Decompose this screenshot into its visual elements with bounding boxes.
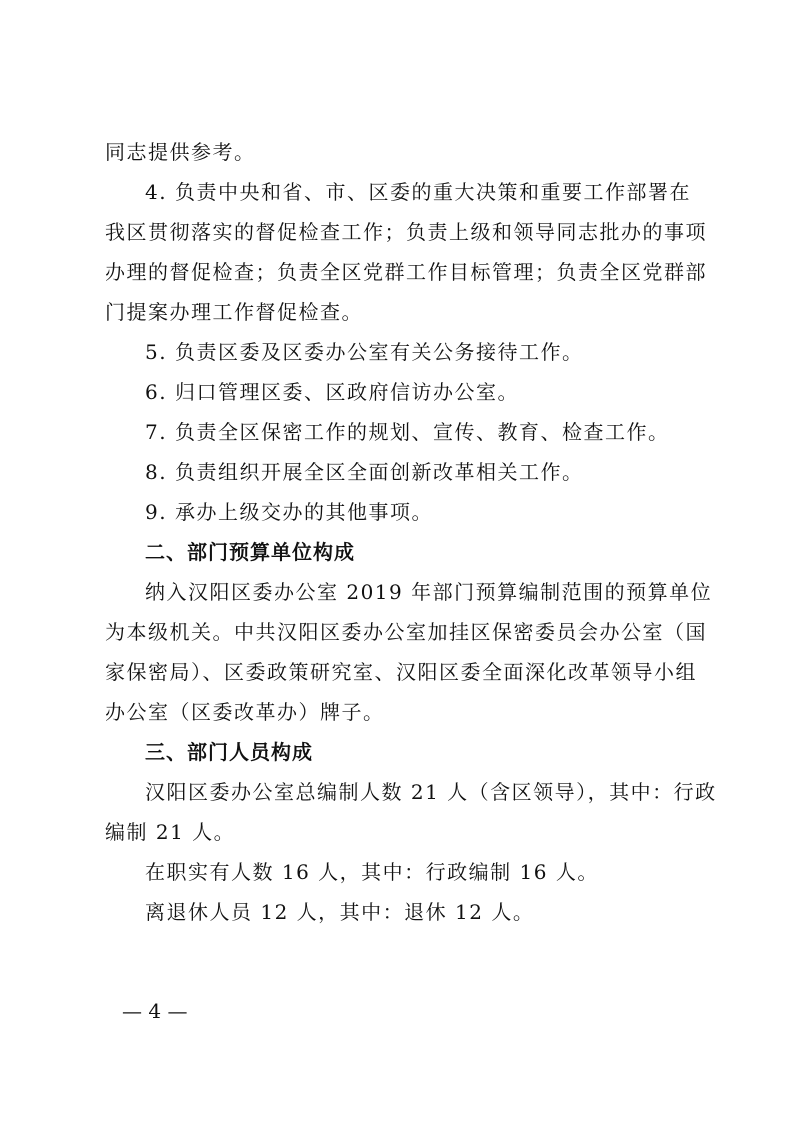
text-line-8: 7. 负责全区保密工作的规划、宣传、教育、检查工作。 bbox=[145, 420, 670, 444]
text-line-10: 9. 承办上级交办的其他事项。 bbox=[145, 500, 433, 524]
text-line-12: 纳入汉阳区委办公室 2019 年部门预算编制范围的预算单位 bbox=[145, 580, 713, 604]
section-heading-2: 二、部门预算单位构成 bbox=[145, 540, 355, 564]
text-line-6: 5. 负责区委及区委办公室有关公务接待工作。 bbox=[145, 340, 584, 364]
text-line-9: 8. 负责组织开展全区全面创新改革相关工作。 bbox=[145, 460, 584, 484]
text-line-19: 在职实有人数 16 人，其中：行政编制 16 人。 bbox=[145, 860, 599, 884]
text-line-20: 离退休人员 12 人，其中：退休 12 人。 bbox=[145, 900, 535, 924]
section-heading-3: 三、部门人员构成 bbox=[145, 740, 313, 764]
text-line-7: 6. 归口管理区委、区政府信访办公室。 bbox=[145, 380, 519, 404]
text-line-2: 4. 负责中央和省、市、区委的重大决策和重要工作部署在 bbox=[145, 180, 691, 204]
text-line-17: 汉阳区委办公室总编制人数 21 人（含区领导），其中：行政 bbox=[145, 780, 717, 804]
text-line-3: 我区贯彻落实的督促检查工作；负责上级和领导同志批办的事项 bbox=[105, 220, 707, 244]
page-number: — 4 — bbox=[122, 999, 188, 1023]
text-line-5: 门提案办理工作督促检查。 bbox=[105, 300, 363, 324]
text-line-4: 办理的督促检查；负责全区党群工作目标管理；负责全区党群部 bbox=[105, 260, 707, 284]
text-line-14: 家保密局）、区委政策研究室、汉阳区委全面深化改革领导小组 bbox=[105, 660, 697, 684]
text-line-15: 办公室（区委改革办）牌子。 bbox=[105, 700, 385, 724]
text-line-18: 编制 21 人。 bbox=[105, 820, 236, 844]
text-line-1: 同志提供参考。 bbox=[105, 140, 256, 164]
text-line-13: 为本级机关。中共汉阳区委办公室加挂区保密委员会办公室（国 bbox=[105, 620, 707, 644]
